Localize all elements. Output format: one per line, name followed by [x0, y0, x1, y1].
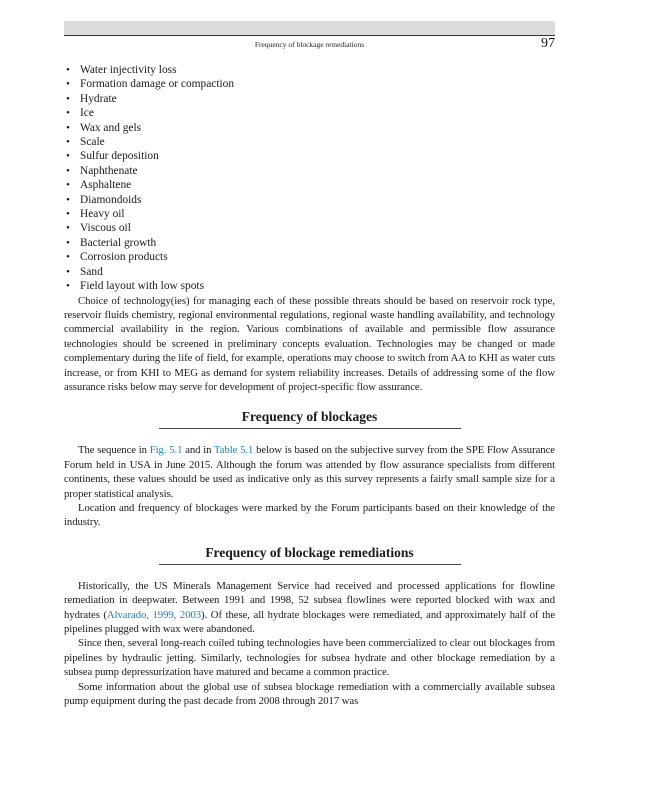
list-item: • Diamondoids: [64, 193, 555, 207]
remediations-paragraph-3: Some information about the global use of subsea blockage remediation with a commercially available subsea pump equipment during the past decade from 2008 through 2017 was: [64, 680, 555, 708]
list-item: • Sulfur deposition: [64, 149, 555, 163]
header-rule: [64, 35, 555, 36]
page-number: 97: [541, 36, 555, 51]
list-item: • Asphaltene: [64, 178, 555, 192]
threat-list: [64, 63, 555, 294]
list-item: • Bacterial growth: [64, 236, 555, 250]
figure-link[interactable]: Fig. 5.1: [149, 444, 183, 457]
list-item: • Wax and gels: [64, 121, 555, 135]
page-content: [64, 63, 555, 708]
section-heading-remediations: [64, 544, 555, 565]
table-link[interactable]: Table 5.1: [214, 444, 254, 457]
section-heading-blockages: [64, 408, 555, 429]
list-item: • Scale: [64, 135, 555, 149]
section-title: Frequency of blockage remediations: [159, 545, 461, 565]
list-item: • Ice: [64, 106, 555, 120]
list-item: • Corrosion products: [64, 250, 555, 264]
list-item: • Heavy oil: [64, 207, 555, 221]
blockages-paragraph-2: Location and frequency of blockages were marked by the Forum participants based on their knowledge of the industry.: [64, 501, 555, 529]
remediations-paragraph-2: Since then, several long-reach coiled tubing technologies have been commercialized to clear out blockages from pipelines by hydraulic jetting. Similarly, technologies for subsea hydrate and other blockage remediation by a subsea pump depressurization have matured and became a common practice.: [64, 637, 555, 679]
list-item: • Field layout with low spots: [64, 279, 555, 293]
list-item: • Water injectivity loss: [64, 63, 555, 77]
citation-link[interactable]: Alvarado, 1999, 2003: [106, 608, 202, 621]
list-item: • Hydrate: [64, 92, 555, 106]
intro-paragraph: Choice of technology(ies) for managing each of these possible threats should be based on reservoir rock type, reservoir fluids chemistry, regional environmental regulations, regional waste handling availability, and technology commercial availability in the region. Various combinations of available and permissible flow assurance technologies should be screened in preliminary concepts evaluation. Technologies may be changed or made complementary during the life of field, for example, operations may choose to switch from AA to KHI as water cuts increase, or from KHI to MEG as demand for system reliability increases. Details of addressing some of the flow assurance risks below may serve for development of project-specific flow assurance.: [64, 294, 555, 393]
blockages-paragraph-1: The sequence in Fig. 5.1 and in Table 5.1 below is based on the subjective survey from the SPE Flow Assurance Forum held in USA in June 2015. Although the forum was attended by flow assurance specialists from different continents, these values should be used as indicative only as this survey represents a fairly small sample size for a proper statistical analysis.: [64, 444, 555, 500]
section-title: Frequency of blockages: [159, 409, 461, 429]
list-item: • Naphthenate: [64, 164, 555, 178]
list-item: • Viscous oil: [64, 221, 555, 235]
list-item: • Formation damage or compaction: [64, 77, 555, 91]
header-bar: [64, 21, 555, 35]
running-title: Frequency of blockage remediations: [254, 40, 365, 49]
list-item: • Sand: [64, 265, 555, 279]
remediations-paragraph-1: Historically, the US Minerals Management Service had received and processed applications for flowline remediation in deepwater. Between 1991 and 1998, 52 subsea flowlines were reported blocked with wax and hydrates (Alvarado, 1999, 2003). Of these, all hydrate blockages were remediated, and approximately half of the pipelines plugged with wax were abandoned.: [64, 579, 556, 635]
